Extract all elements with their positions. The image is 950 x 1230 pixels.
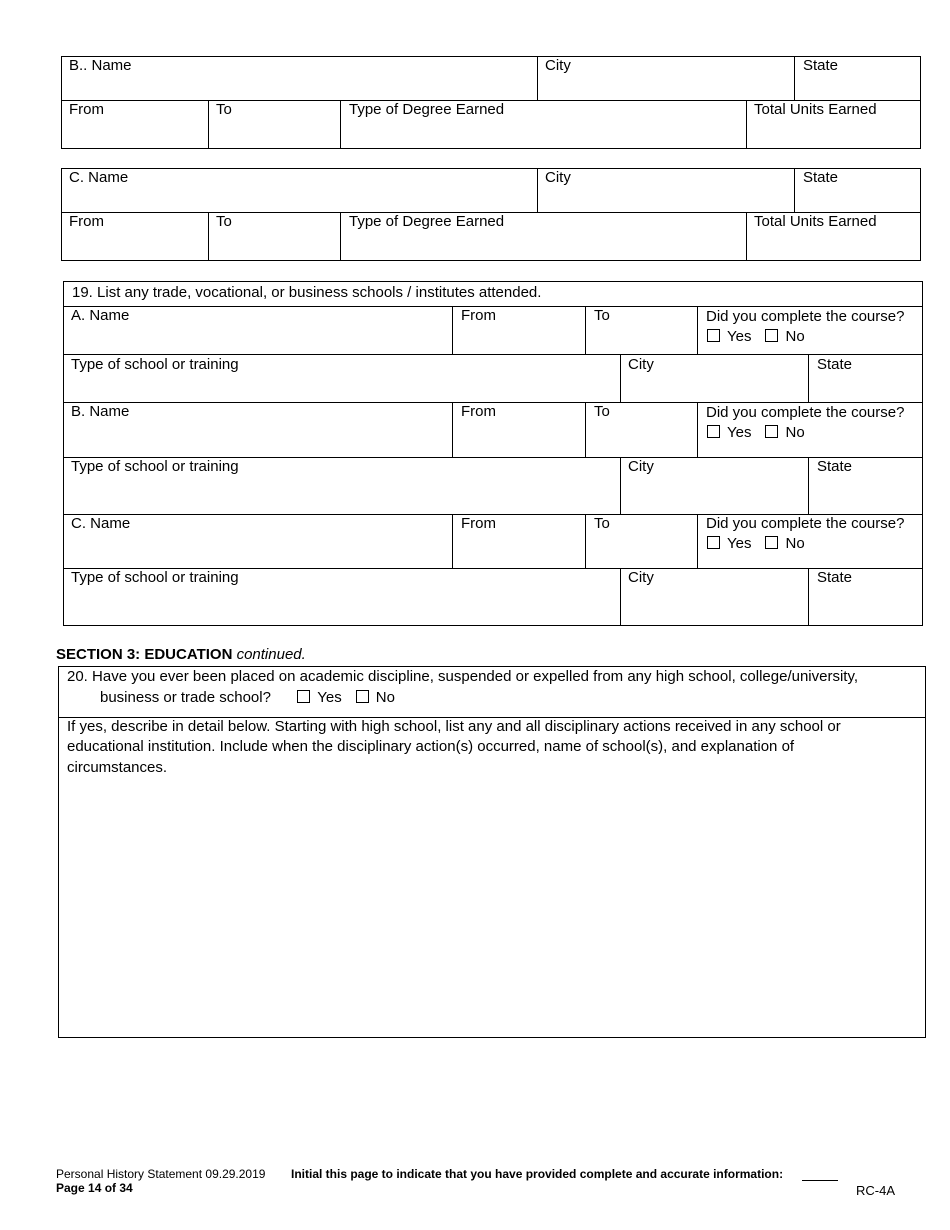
college-b-from-field[interactable] — [62, 101, 208, 148]
no-checkbox[interactable] — [765, 425, 778, 438]
name-label: B. Name — [71, 403, 130, 420]
from-label: From — [461, 515, 496, 532]
to-label: To — [216, 101, 232, 118]
q20-instructions-line3: circumstances. — [67, 759, 168, 776]
q20-instructions-line2: educational institution. Include when the disciplinary action(s) occurred, name of school(s), and explanation of — [67, 738, 795, 755]
school-a-state-field[interactable] — [809, 355, 922, 402]
name-label: C. Name — [71, 515, 131, 532]
footer-form-title: Personal History Statement 09.29.2019 — [56, 1167, 266, 1181]
q20-description-textarea[interactable] — [59, 780, 925, 1037]
school-b-type-field[interactable] — [64, 458, 620, 514]
college-b-city-field[interactable] — [538, 57, 794, 100]
degree-label: Type of Degree Earned — [349, 213, 505, 230]
q19-question: 19. List any trade, vocational, or business schools / institutes attended. — [72, 284, 542, 301]
yes-checkbox[interactable] — [707, 329, 720, 342]
school-c-name-field[interactable] — [64, 515, 452, 568]
school-a-city-field[interactable] — [621, 355, 808, 402]
footer-initial-text: Initial this page to indicate that you have provided complete and accurate information: — [291, 1167, 784, 1181]
divider — [697, 514, 698, 568]
no-option[interactable] — [765, 328, 804, 346]
yes-checkbox[interactable] — [297, 690, 310, 703]
degree-label: Type of Degree Earned — [349, 101, 505, 118]
initials-field[interactable] — [802, 1180, 838, 1181]
city-label: City — [628, 569, 654, 586]
q20-question-text: business or trade school? — [100, 689, 271, 706]
school-c-from-field[interactable] — [453, 515, 585, 568]
college-b-state-field[interactable] — [795, 57, 920, 100]
from-label: From — [69, 101, 104, 118]
college-c-from-field[interactable] — [62, 213, 208, 260]
section-heading-title: SECTION 3: EDUCATION — [56, 646, 233, 663]
college-c-state-field[interactable] — [795, 169, 920, 212]
divider — [697, 402, 698, 457]
school-b-city-field[interactable] — [621, 458, 808, 514]
section-heading — [56, 646, 306, 664]
yes-label: Yes — [727, 535, 752, 552]
no-label: No — [375, 689, 395, 706]
school-b-from-field[interactable] — [453, 403, 585, 457]
state-label: State — [817, 356, 853, 373]
college-c-to-field[interactable] — [209, 213, 340, 260]
q20-no-option[interactable] — [356, 689, 395, 707]
section-heading-continued: continued. — [236, 646, 306, 663]
footer-page-number: Page 14 of 34 — [56, 1181, 133, 1195]
school-c-type-field[interactable] — [64, 569, 620, 625]
yes-option[interactable] — [707, 328, 751, 346]
units-label: Total Units Earned — [754, 213, 877, 230]
name-label: C. Name — [69, 169, 129, 186]
q20-question-line2 — [100, 689, 409, 707]
state-label: State — [817, 458, 853, 475]
city-label: City — [628, 458, 654, 475]
yes-label: Yes — [727, 424, 752, 441]
city-label: City — [545, 57, 571, 74]
type-label: Type of school or training — [71, 356, 239, 373]
college-c-degree-field[interactable] — [341, 213, 746, 260]
no-option[interactable] — [765, 424, 804, 442]
state-label: State — [817, 569, 853, 586]
yes-option[interactable] — [707, 424, 751, 442]
no-checkbox[interactable] — [765, 536, 778, 549]
divider — [697, 306, 698, 354]
to-label: To — [594, 307, 610, 324]
school-c-city-field[interactable] — [621, 569, 808, 625]
college-c-units-field[interactable] — [747, 213, 920, 260]
school-c-state-field[interactable] — [809, 569, 922, 625]
no-checkbox[interactable] — [765, 329, 778, 342]
no-label: No — [785, 328, 805, 345]
complete-options — [707, 535, 819, 553]
school-b-name-field[interactable] — [64, 403, 452, 457]
college-b-name-field[interactable] — [62, 57, 537, 100]
q20-yes-option[interactable] — [297, 689, 341, 707]
name-label: A. Name — [71, 307, 130, 324]
type-label: Type of school or training — [71, 569, 239, 586]
city-label: City — [545, 169, 571, 186]
school-b-state-field[interactable] — [809, 458, 922, 514]
from-label: From — [69, 213, 104, 230]
college-c-city-field[interactable] — [538, 169, 794, 212]
complete-label: Did you complete the course? — [706, 308, 905, 325]
school-a-from-field[interactable] — [453, 307, 585, 354]
college-b-units-field[interactable] — [747, 101, 920, 148]
state-label: State — [803, 57, 839, 74]
name-label: B.. Name — [69, 57, 132, 74]
yes-label: Yes — [317, 689, 342, 706]
to-label: To — [594, 403, 610, 420]
school-b-to-field[interactable] — [586, 403, 697, 457]
complete-options — [707, 328, 819, 346]
yes-checkbox[interactable] — [707, 425, 720, 438]
city-label: City — [628, 356, 654, 373]
complete-label: Did you complete the course? — [706, 404, 905, 421]
no-label: No — [785, 535, 805, 552]
type-label: Type of school or training — [71, 458, 239, 475]
school-c-to-field[interactable] — [586, 515, 697, 568]
q20-instructions-line1: If yes, describe in detail below. Starting with high school, list any and all disciplinary actions received in any school or — [67, 718, 841, 735]
college-b-degree-field[interactable] — [341, 101, 746, 148]
from-label: From — [461, 307, 496, 324]
from-label: From — [461, 403, 496, 420]
no-option[interactable] — [765, 535, 804, 553]
yes-label: Yes — [727, 328, 752, 345]
complete-label: Did you complete the course? — [706, 515, 905, 532]
no-checkbox[interactable] — [356, 690, 369, 703]
to-label: To — [594, 515, 610, 532]
college-c-name-field[interactable] — [62, 169, 537, 212]
school-a-to-field[interactable] — [586, 307, 697, 354]
school-a-name-field[interactable] — [64, 307, 452, 354]
units-label: Total Units Earned — [754, 101, 877, 118]
to-label: To — [216, 213, 232, 230]
complete-options — [707, 424, 819, 442]
no-label: No — [785, 424, 805, 441]
yes-option[interactable] — [707, 535, 751, 553]
footer-form-code: RC-4A — [856, 1183, 896, 1198]
q20-question-line1: 20. Have you ever been placed on academic discipline, suspended or expelled from any high school, college/university, — [67, 668, 859, 685]
yes-checkbox[interactable] — [707, 536, 720, 549]
school-a-type-field[interactable] — [64, 355, 620, 402]
state-label: State — [803, 169, 839, 186]
college-b-to-field[interactable] — [209, 101, 340, 148]
